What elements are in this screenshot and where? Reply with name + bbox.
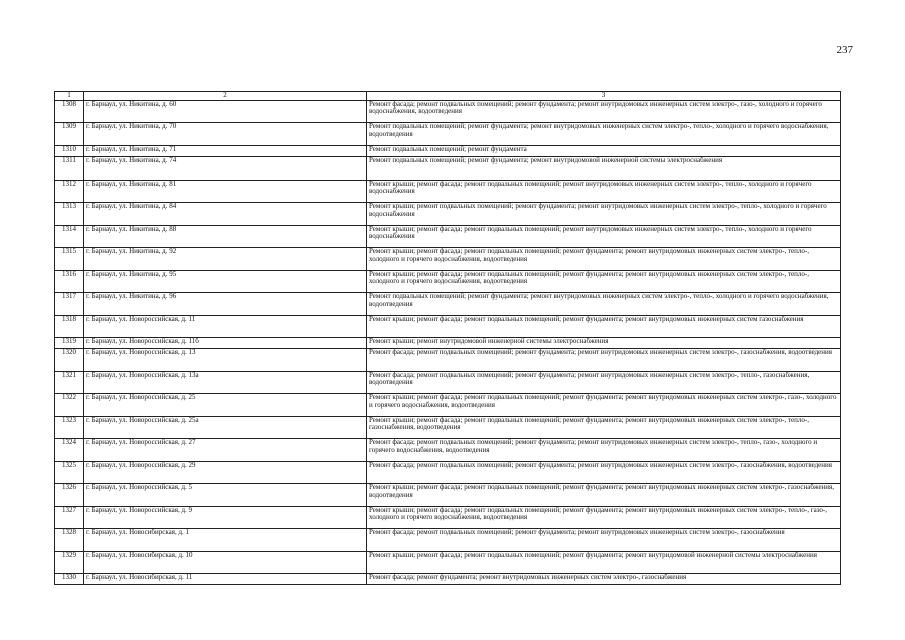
address-cell: г. Барнаул, ул. Новороссийская, д. 25 xyxy=(84,394,367,417)
address-cell: г. Барнаул, ул. Новосибирская, д. 10 xyxy=(84,551,367,574)
works-cell: Ремонт крыши; ремонт фасада; ремонт подвальных помещений; ремонт фундамента; ремонт внутридомовых инженерных систем электро-, газоснабжения, водоотведения xyxy=(367,484,841,507)
row-number-cell: 1308 xyxy=(55,100,84,123)
row-number-cell: 1313 xyxy=(55,203,84,226)
table-row xyxy=(55,123,841,146)
table-row xyxy=(55,529,841,552)
works-cell: Ремонт крыши; ремонт фасада; ремонт подвальных помещений; ремонт фундамента; ремонт внутридомовых инженерных систем электро-, тепло-, холодного и горячего водоснабжения, водоотведения xyxy=(367,248,841,271)
table-row xyxy=(55,338,841,349)
table-row xyxy=(55,461,841,484)
table-row xyxy=(55,225,841,248)
table-row xyxy=(55,145,841,156)
table-row xyxy=(55,551,841,574)
header-row xyxy=(55,92,841,101)
address-cell: г. Барнаул, ул. Никитина, д. 92 xyxy=(84,248,367,271)
works-cell: Ремонт крыши; ремонт внутридомовой инженерной системы электроснабжения xyxy=(367,338,841,349)
table-row xyxy=(55,315,841,338)
table-row xyxy=(55,203,841,226)
repair-registry-table xyxy=(54,91,841,585)
row-number-cell: 1315 xyxy=(55,248,84,271)
address-cell: г. Барнаул, ул. Никитина, д. 74 xyxy=(84,156,367,180)
table-row xyxy=(55,248,841,271)
works-cell: Ремонт крыши; ремонт фасада; ремонт подвальных помещений; ремонт фундамента; ремонт внутридомовых инженерных систем электро-, тепло-, газоснабжения, водоотведения xyxy=(367,416,841,439)
address-cell: г. Барнаул, ул. Новороссийская, д. 13 xyxy=(84,349,367,372)
row-number-cell: 1314 xyxy=(55,225,84,248)
works-cell: Ремонт подвальных помещений; ремонт фундамента; ремонт внутридомовых инженерных систем электро-, тепло-, холодного и горячего водоснабжения, водоотведения xyxy=(367,293,841,316)
works-cell: Ремонт крыши; ремонт фасада; ремонт подвальных помещений; ремонт фундамента; ремонт внутридомовой инженерной системы электроснабжения xyxy=(367,551,841,574)
row-number-cell: 1326 xyxy=(55,484,84,507)
header-cell-works: 3 xyxy=(367,92,841,101)
row-number-cell: 1319 xyxy=(55,338,84,349)
address-cell: г. Барнаул, ул. Никитина, д. 88 xyxy=(84,225,367,248)
row-number-cell: 1316 xyxy=(55,270,84,293)
address-cell: г. Барнаул, ул. Новороссийская, д. 11б xyxy=(84,338,367,349)
row-number-cell: 1317 xyxy=(55,293,84,316)
works-cell: Ремонт крыши; ремонт фасада; ремонт подвальных помещений; ремонт фундамента; ремонт внутридомовых инженерных систем электро-, тепло-, газо-, холодного и горячего водоснабжения, водоотведения xyxy=(367,506,841,529)
address-cell: г. Барнаул, ул. Никитина, д. 71 xyxy=(84,145,367,156)
works-cell: Ремонт фасада; ремонт подвальных помещений; ремонт фундамента; ремонт внутридомовых инженерных систем электро-, газо-, холодного и горячего водоснабжения, водоотведения xyxy=(367,100,841,123)
table-row xyxy=(55,394,841,417)
works-cell: Ремонт крыши; ремонт подвальных помещений; ремонт фундамента; ремонт внутридомовых инженерных систем электро-, тепло-, холодного и горячего водоснабжения xyxy=(367,203,841,226)
page-number: 237 xyxy=(836,44,853,56)
table-row xyxy=(55,484,841,507)
row-number-cell: 1320 xyxy=(55,349,84,372)
works-cell: Ремонт фасада; ремонт подвальных помещений; ремонт фундамента; ремонт внутридомовых инженерных систем электро-, тепло-, газо-, холодного и горячего водоснабжения, водоотведения xyxy=(367,439,841,462)
table-row xyxy=(55,506,841,529)
row-number-cell: 1327 xyxy=(55,506,84,529)
address-cell: г. Барнаул, ул. Никитина, д. 96 xyxy=(84,293,367,316)
table-row xyxy=(55,371,841,394)
row-number-cell: 1325 xyxy=(55,461,84,484)
row-number-cell: 1318 xyxy=(55,315,84,338)
table-row xyxy=(55,100,841,123)
address-cell: г. Барнаул, ул. Новороссийская, д. 27 xyxy=(84,439,367,462)
works-cell: Ремонт фасада; ремонт подвальных помещений; ремонт фундамента; ремонт внутридомовых инженерных систем электро-, тепло-, газоснабжения, водоотведения xyxy=(367,371,841,394)
row-number-cell: 1323 xyxy=(55,416,84,439)
table-row xyxy=(55,156,841,180)
works-cell: Ремонт фасада; ремонт подвальных помещений; ремонт фундамента; ремонт внутридомовых инженерных систем электро-, газоснабжения xyxy=(367,529,841,552)
address-cell: г. Барнаул, ул. Новороссийская, д. 9 xyxy=(84,506,367,529)
table-row xyxy=(55,293,841,316)
address-cell: г. Барнаул, ул. Новосибирская, д. 11 xyxy=(84,574,367,585)
address-cell: г. Барнаул, ул. Никитина, д. 60 xyxy=(84,100,367,123)
works-cell: Ремонт подвальных помещений; ремонт фундамента xyxy=(367,145,841,156)
table-row xyxy=(55,180,841,203)
address-cell: г. Барнаул, ул. Новороссийская, д. 13а xyxy=(84,371,367,394)
row-number-cell: 1309 xyxy=(55,123,84,146)
address-cell: г. Барнаул, ул. Никитина, д. 70 xyxy=(84,123,367,146)
row-number-cell: 1322 xyxy=(55,394,84,417)
address-cell: г. Барнаул, ул. Новосибирская, д. 1 xyxy=(84,529,367,552)
row-number-cell: 1330 xyxy=(55,574,84,585)
table-row xyxy=(55,416,841,439)
works-cell: Ремонт фасада; ремонт подвальных помещений; ремонт фундамента; ремонт внутридомовых инженерных систем электро-, газоснабжения, водоотведения xyxy=(367,461,841,484)
address-cell: г. Барнаул, ул. Никитина, д. 95 xyxy=(84,270,367,293)
address-cell: г. Барнаул, ул. Новороссийская, д. 29 xyxy=(84,461,367,484)
works-cell: Ремонт крыши; ремонт фасада; ремонт подвальных помещений; ремонт внутридомовых инженерных систем электро-, тепло-, холодного и горячего водоснабжения xyxy=(367,225,841,248)
works-cell: Ремонт фасада; ремонт подвальных помещений; ремонт фундамента; ремонт внутридомовых инженерных систем электро-, газоснабжения, водоотведения xyxy=(367,349,841,372)
works-cell: Ремонт крыши; ремонт фасада; ремонт подвальных помещений; ремонт фундамента; ремонт внутридомовых инженерных систем электро-, тепло-, холодного и горячего водоснабжения, водоотведения xyxy=(367,270,841,293)
address-cell: г. Барнаул, ул. Новороссийская, д. 11 xyxy=(84,315,367,338)
row-number-cell: 1324 xyxy=(55,439,84,462)
works-cell: Ремонт фасада; ремонт фундамента; ремонт внутридомовых инженерных систем электро-, газоснабжения xyxy=(367,574,841,585)
row-number-cell: 1311 xyxy=(55,156,84,180)
address-cell: г. Барнаул, ул. Новороссийская, д. 5 xyxy=(84,484,367,507)
table-row xyxy=(55,270,841,293)
table-row xyxy=(55,439,841,462)
header-cell-address: 2 xyxy=(84,92,367,101)
table-row xyxy=(55,574,841,585)
works-cell: Ремонт крыши; ремонт фасада; ремонт подвальных помещений; ремонт внутридомовых инженерных систем электро-, тепло-, холодного и горячего водоснабжения xyxy=(367,180,841,203)
header-cell-number: 1 xyxy=(55,92,84,101)
address-cell: г. Барнаул, ул. Новороссийская, д. 25а xyxy=(84,416,367,439)
works-cell: Ремонт подвальных помещений; ремонт фундамента; ремонт внутридомовой инженерной системы электроснабжения xyxy=(367,156,841,180)
works-cell: Ремонт крыши; ремонт фасада; ремонт подвальных помещений; ремонт фундамента; ремонт внутридомовых инженерных систем газоснабжения xyxy=(367,315,841,338)
address-cell: г. Барнаул, ул. Никитина, д. 81 xyxy=(84,180,367,203)
row-number-cell: 1329 xyxy=(55,551,84,574)
row-number-cell: 1310 xyxy=(55,145,84,156)
works-cell: Ремонт крыши; ремонт фасада; ремонт подвальных помещений; ремонт фундамента; ремонт внутридомовых инженерных систем электро-, газо-, холодного и горячего водоснабжения, водоотведения xyxy=(367,394,841,417)
row-number-cell: 1312 xyxy=(55,180,84,203)
table-row xyxy=(55,349,841,372)
address-cell: г. Барнаул, ул. Никитина, д. 84 xyxy=(84,203,367,226)
row-number-cell: 1321 xyxy=(55,371,84,394)
works-cell: Ремонт подвальных помещений; ремонт фундамента; ремонт внутридомовых инженерных систем электро-, тепло-, холодного и горячего водоснабжения, водоотведения xyxy=(367,123,841,146)
row-number-cell: 1328 xyxy=(55,529,84,552)
